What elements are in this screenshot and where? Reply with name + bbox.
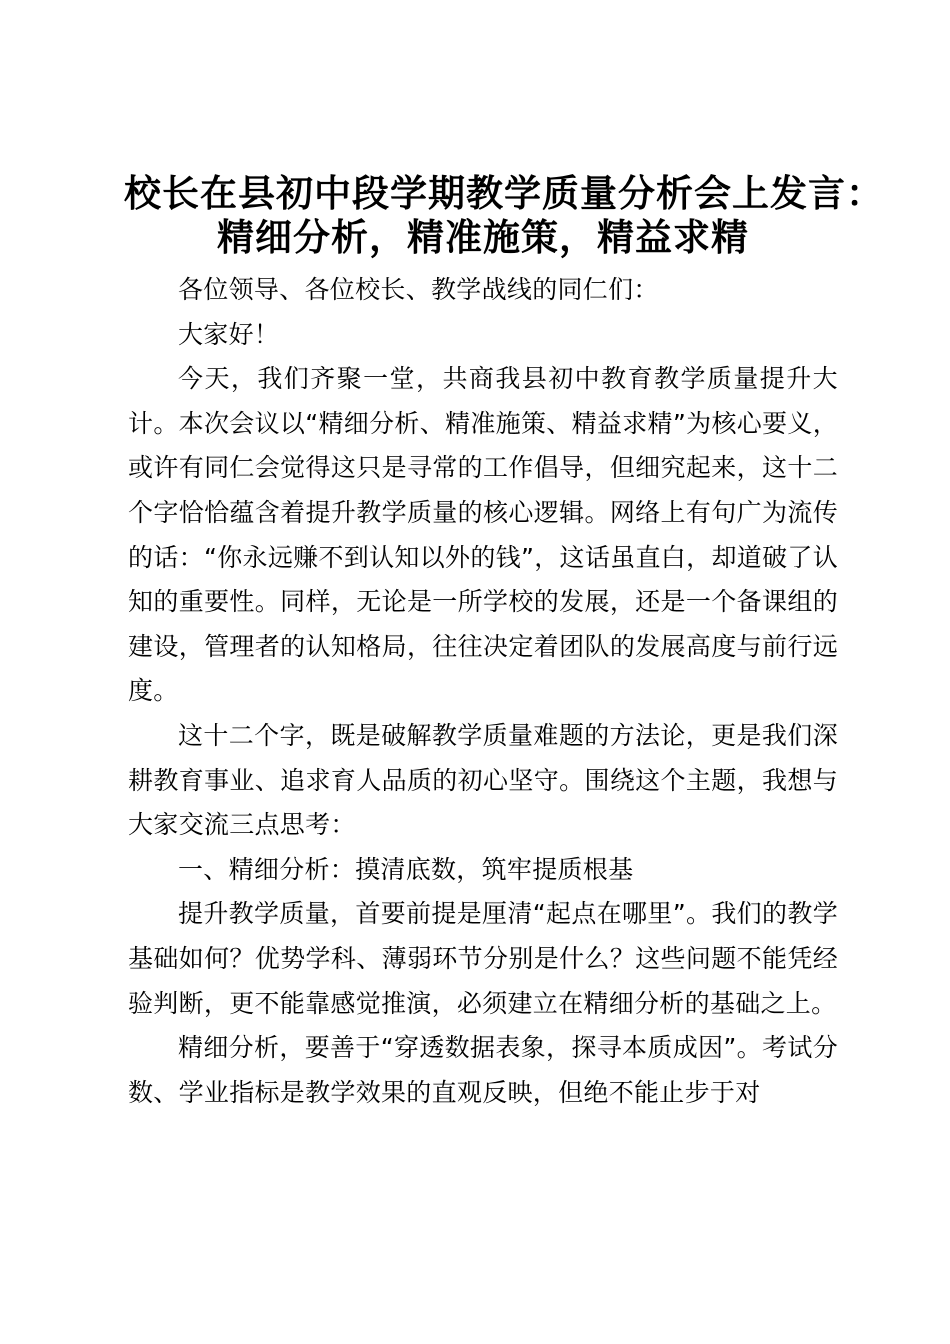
document-title-line-2: 精细分析，精准施策，精益求精 — [217, 216, 749, 259]
salutation: 各位领导、各位校长、教学战线的同仁们： — [178, 275, 659, 304]
body-paragraph: 今天，我们齐聚一堂，共商我县初中教育教学质量提升大计。本次会议以“精细分析、精准施策、精益求精”为核心要义，或许有同仁会觉得这只是寻常的工作倡导，但细究起来，这十二个字恰恰蕴含着提升教学质量的核心逻辑。网络上有句广为流传的话：“你永远赚不到认知以外的钱”，这话虽直白，却道破了认知的重要性。同样，无论是一所学校的发展，还是一个备课组的建设，管理者的认知格局，往往决定着团队的发展高度与前行远度。 — [128, 364, 838, 706]
body-paragraph: 这十二个字，既是破解教学质量难题的方法论，更是我们深耕教育事业、追求育人品质的初心坚守。围绕这个主题，我想与大家交流三点思考： — [128, 720, 838, 840]
document-page — [124, 172, 884, 1115]
document-title-line-1: 校长在县初中段学期教学质量分析会上发言： — [124, 172, 884, 215]
body-paragraph: 精细分析，要善于“穿透数据表象，探寻本质成因”。考试分数、学业指标是教学效果的直观反映，但绝不能止步于对 — [128, 1033, 838, 1107]
greeting: 大家好！ — [178, 319, 280, 349]
document-body — [128, 268, 838, 1115]
section-heading: 一、精细分析：摸清底数，筑牢提质根基 — [178, 854, 634, 884]
body-paragraph: 提升教学质量，首要前提是厘清“起点在哪里”。我们的教学基础如何？优势学科、薄弱环节分别是什么？这些问题不能凭经验判断，更不能靠感觉推演，必须建立在精细分析的基础之上。 — [128, 899, 838, 1018]
